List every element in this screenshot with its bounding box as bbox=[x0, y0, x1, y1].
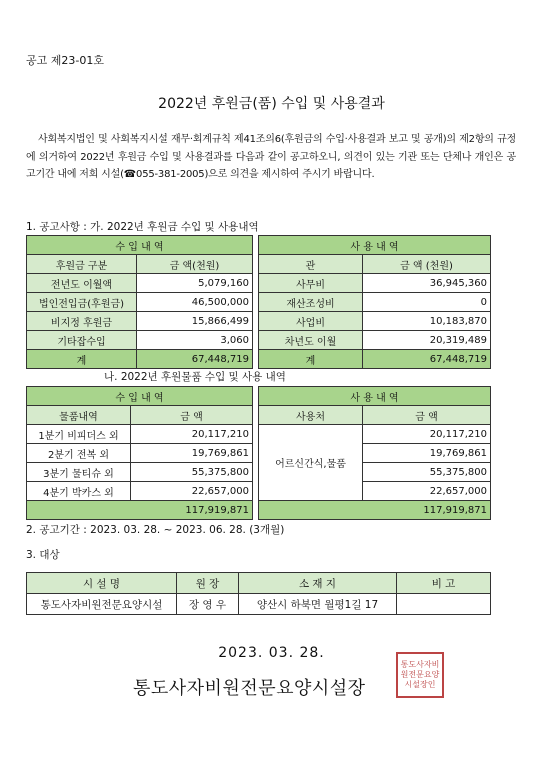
section-1-heading: 1. 공고사항 : 가. 2022년 후원금 수입 및 사용내역 bbox=[26, 221, 259, 233]
signer-name: 통도사자비원전문요양시설장 bbox=[133, 678, 366, 699]
section-2-period: 2. 공고기간 : 2023. 03. 28. ~ 2023. 06. 28. (3개월) bbox=[26, 524, 285, 536]
col-donation-type: 후원금 구분 bbox=[27, 255, 137, 274]
document-title: 2022년 후원금(품) 수입 및 사용결과 bbox=[158, 96, 385, 112]
table-row: 4분기 박카스 외 22,657,000 22,657,000 bbox=[27, 482, 491, 501]
donation-goods-table bbox=[26, 386, 491, 520]
total-row: 계 67,448,719 계 67,448,719 bbox=[27, 350, 491, 369]
table-row: 통도사자비원전문요양시설 장 영 우 양산시 하북면 월평1길 17 bbox=[27, 594, 491, 615]
table-row: 1분기 비피더스 외 20,117,210 어르신간식,물품 20,117,210 bbox=[27, 425, 491, 444]
table-row: 3분기 물티슈 외 55,375,800 55,375,800 bbox=[27, 463, 491, 482]
col-director: 원 장 bbox=[177, 573, 239, 594]
income-header: 수 입 내 역 bbox=[27, 236, 253, 255]
table-row: 기타잡수입 3,060 차년도 이월 20,319,489 bbox=[27, 331, 491, 350]
col-goods-amount: 금 액 bbox=[131, 406, 253, 425]
col-goods: 물품내역 bbox=[27, 406, 131, 425]
col-income-amount: 금 액(천원) bbox=[137, 255, 253, 274]
section-3-heading: 3. 대상 bbox=[26, 549, 60, 561]
goods-use-header: 사 용 내 역 bbox=[259, 387, 491, 406]
notice-date: 2023. 03. 28. bbox=[218, 645, 325, 661]
total-row: 117,919,871 117,919,871 bbox=[27, 501, 491, 520]
facility-table bbox=[26, 572, 491, 615]
goods-income-header: 수 입 내 역 bbox=[27, 387, 253, 406]
col-location: 소 재 지 bbox=[239, 573, 397, 594]
use-header: 사 용 내 역 bbox=[259, 236, 491, 255]
col-category: 관 bbox=[259, 255, 363, 274]
table-row: 비지정 후원금 15,866,499 사업비 10,183,870 bbox=[27, 312, 491, 331]
section-1b-heading: 나. 2022년 후원물품 수입 및 사용 내역 bbox=[104, 371, 286, 383]
col-use-place: 사용처 bbox=[259, 406, 363, 425]
col-use-amount: 금 액 (천원) bbox=[363, 255, 491, 274]
official-seal: 통도사자비원전문요양시설장인 bbox=[396, 652, 444, 698]
notice-body: 사회복지법인 및 사회복지시설 재무·회계규칙 제41조의6(후원금의 수입·사용결과 보고 및 공개)의 제2항의 규정에 의거하여 2022년 후원금 수입 및 사용결과를 다음과 같이 공고하오니, 의견이 있는 기관 또는 단체나 개인은 공고기간 내에 저희 시설(☎055-381-2005)으로 의견을 제시하여 주시기 바랍니다. bbox=[26, 134, 516, 180]
table-row: 전년도 이월액 5,079,160 사무비 36,945,360 bbox=[27, 274, 491, 293]
use-place-cell: 어르신간식,물품 bbox=[259, 425, 363, 501]
col-remarks: 비 고 bbox=[397, 573, 491, 594]
table-row: 2분기 전복 외 19,769,861 19,769,861 bbox=[27, 444, 491, 463]
donation-money-table bbox=[26, 235, 491, 369]
col-facility-name: 시 설 명 bbox=[27, 573, 177, 594]
table-row: 법인전입금(후원금) 46,500,000 재산조성비 0 bbox=[27, 293, 491, 312]
notice-number: 공고 제23-01호 bbox=[26, 54, 104, 67]
col-goods-use-amount: 금 액 bbox=[363, 406, 491, 425]
